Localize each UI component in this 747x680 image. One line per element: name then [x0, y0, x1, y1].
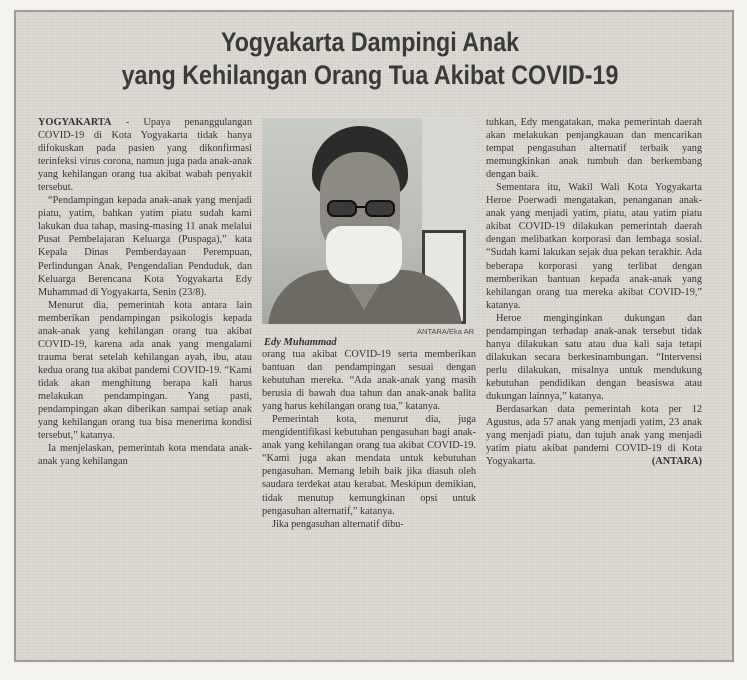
paragraph: Sementara itu, Wakil Wali Kota Yogyakarta Heroe Poerwadi mengatakan, penanganan anak-anak yang menjadi yatim, piatu, atau yatim piatu akibat COVID-19 dilakukan pemerintah daerah dengan melibatkan korporasi dan lembaga sosial. “Sudah kami lakukan sejak dua pekan terakhir. Ada beberapa korporasi yang terlibat dengan memberikan bantuan kepada anak-anak yang kehilangan orang tua mereka akibat COVID-19,” katanya. [486, 182, 702, 311]
paragraph: orang tua akibat COVID-19 serta memberikan bantuan dan pendampingan sesuai dengan kebutuhan mereka. “Ada anak-anak yang masih berusia di bawah dua tahun dan anak-anak balita yang harus kehilangan orang tua,” katanya. [262, 349, 476, 413]
glasses-icon [320, 198, 402, 220]
paragraph: Menurut dia, pemerintah kota antara lain memberikan pendampingan psikologis kepada anak-anak yang kehilangan orang tua akibat COVID-19, karena ada anak yang mengalami trauma berat setelah kehilangan ayah, ibu, atau kedua orang tua akibat pandemi COVID-19. “Kami tidak akan menghitung berapa kali harus melakukan pendampingan. Yang pasti, pendampingan akan diberikan sampai setiap anak yang kehilangan orang tua bisa menerima kondisi tersebut,” katanya. [38, 299, 252, 442]
signoff: (ANTARA) [651, 456, 702, 468]
headline [86, 26, 654, 92]
paragraph: Pemerintah kota, menurut dia, juga mengidentifikasi kebutuhan pengasuhan bagi anak-anak yang kehilangan orang tua akibat COVID-19. “Kami juga akan mendata untuk kebutuhan pengasuhan. Memang lebih baik jika diasuh oleh saudara terdekat atau kerabat. Meskipun demikian, tidak menutup kemungkinan opsi untuk pengasuhan alternatif,” katanya. [262, 414, 476, 517]
article-column-3 [486, 116, 702, 468]
article-column-2 [262, 348, 476, 531]
article-column-1 [38, 116, 252, 468]
headline-line-2: yang Kehilangan Orang Tua Akibat COVID-19 [121, 60, 619, 90]
dateline: YOGYAKARTA [38, 117, 112, 128]
lead-paragraph: YOGYAKARTA - Upaya penanggulangan COVID-19 di Kota Yogyakarta tidak hanya difokuskan pada pasien yang dikonfirmasi terinfeksi virus corona, namun juga pada anak-anak yang kehilangan orang tua akibat wabah penyakit tersebut. [38, 117, 252, 194]
face-mask [326, 226, 402, 284]
paragraph: Heroe menginginkan dukungan dan pendampingan terhadap anak-anak tersebut tidak hanya dilakukan satu atau dua kali saja tetapi dilakukan secara berkesinambungan. “Intervensi perlu dilakukan, misalnya untuk mendukung kebutuhan pendidikan dengan beasiswa atau dukungan lainnya,” katanya. [486, 312, 702, 402]
article-photo [262, 118, 474, 324]
headline-line-1: Yogyakarta Dampingi Anak [220, 27, 520, 57]
photo-caption: Edy Muhammad [264, 337, 337, 348]
paragraph: “Pendampingan kepada anak-anak yang menjadi piatu, yatim, bahkan yatim piatu sudah kami lakukan dua tahap, masing-masing 11 anak melalui Pusat Pembelajaran Keluarga (Puspaga),” kata Kepala Dinas Pemberdayaan Perempuan, Perlindungan Anak, Pengendalian Penduduk, dan Keluarga Berencana Kota Yogyakarta Edy Muhammad di Yogyakarta, Senin (23/8). [38, 195, 252, 298]
paragraph: tuhkan, Edy mengatakan, maka pemerintah daerah akan melakukan penjangkauan dan mencarikan tempat pengasuhan alternatif terbaik yang memungkinkan anak tumbuh dan berkembang dengan baik. [486, 117, 702, 181]
paragraph: Ia menjelaskan, pemerintah kota mendata anak-anak yang kehilangan [38, 443, 252, 468]
paragraph: Berdasarkan data pemerintah kota per 12 Agustus, ada 57 anak yang menjadi yatim, 23 anak yang menjadi piatu, dan tujuh anak yang menjadi yatim piatu akibat pandemi COVID-19 di Kota Yogyakarta. (ANTARA) [486, 404, 702, 468]
paragraph: Jika pengasuhan alternatif dibu- [272, 518, 404, 530]
photo-credit: ANTARA/Eka AR [417, 327, 474, 336]
